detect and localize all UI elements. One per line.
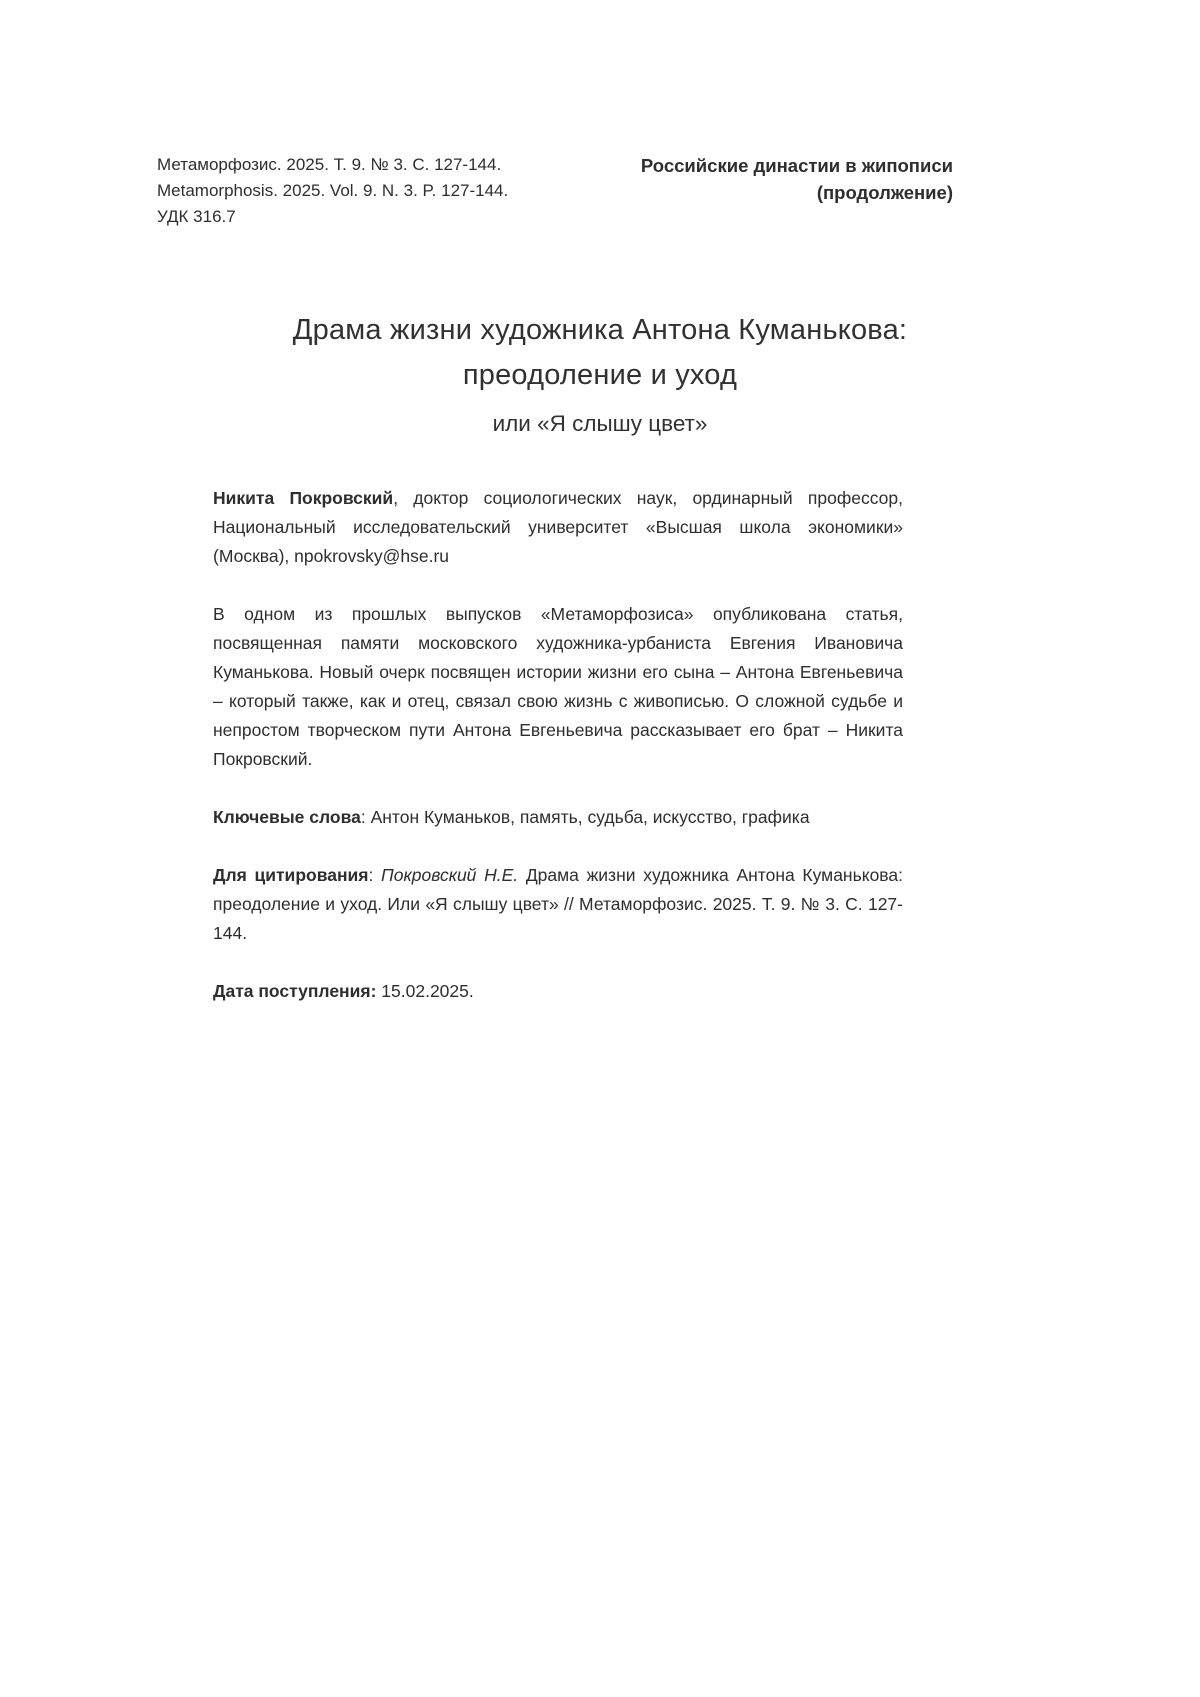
article-subtitle: или «Я слышу цвет» (492, 411, 708, 436)
author-paragraph (213, 484, 903, 571)
journal-reference-block (157, 152, 508, 230)
journal-reference-en: Metamorphosis. 2025. Vol. 9. N. 3. P. 127-144. (157, 181, 509, 200)
article-front-matter (213, 484, 903, 1006)
keywords-paragraph (213, 803, 903, 832)
udk-code: УДК 316.7 (157, 207, 236, 226)
author-name: Никита Покровский (213, 488, 394, 508)
received-date-paragraph (213, 977, 903, 1006)
paper-header (0, 0, 1200, 230)
title-block (213, 308, 987, 440)
article-title-line1: Драма жизни художника Антона Куманькова: (292, 314, 908, 346)
citation-text: Драма жизни художника Антона Куманькова: преодоление и уход. Или «Я слышу цвет» // Метаморфозис. 2025. Т. 9. № 3. С. 127-144. (213, 865, 903, 943)
citation-colon: : (368, 865, 382, 885)
journal-reference-ru: Метаморфозис. 2025. Т. 9. № 3. С. 127-144. (157, 155, 502, 174)
citation-label: Для цитирования (213, 865, 369, 885)
author-affiliation: , доктор социологических наук, ординарный профессор, Национальный исследовательский университет «Высшая школа экономики» (Москва), npokrovsky@hse.ru (213, 488, 903, 566)
keywords-label: Ключевые слова (213, 807, 361, 827)
received-date-label: Дата поступления: (213, 981, 377, 1001)
section-heading-line2: (продолжение) (816, 182, 953, 203)
citation-paragraph (213, 861, 903, 948)
keywords-list: : Антон Куманьков, память, судьба, искусство, графика (360, 807, 810, 827)
received-date-value: 15.02.2025. (376, 981, 474, 1001)
article-title (213, 308, 987, 398)
article-title-line2: преодоление и уход (462, 359, 738, 391)
section-heading-line1: Российские династии в жипописи (640, 155, 953, 176)
abstract-paragraph: В одном из прошлых выпусков «Метаморфозиса» опубликована статья, посвященная памяти московского художника-урбаниста Евгения Ивановича Куманькова. Новый очерк посвящен истории жизни его сына – Антона Евгеньевича – который также, как и отец, связал свою жизнь с живописью. О сложной судьбе и непростом творческом пути Антона Евгеньевича рассказывает его брат – Никита Покровский. (213, 604, 903, 769)
section-heading-block (641, 152, 953, 206)
citation-author: Покровский Н.Е. (381, 865, 519, 885)
